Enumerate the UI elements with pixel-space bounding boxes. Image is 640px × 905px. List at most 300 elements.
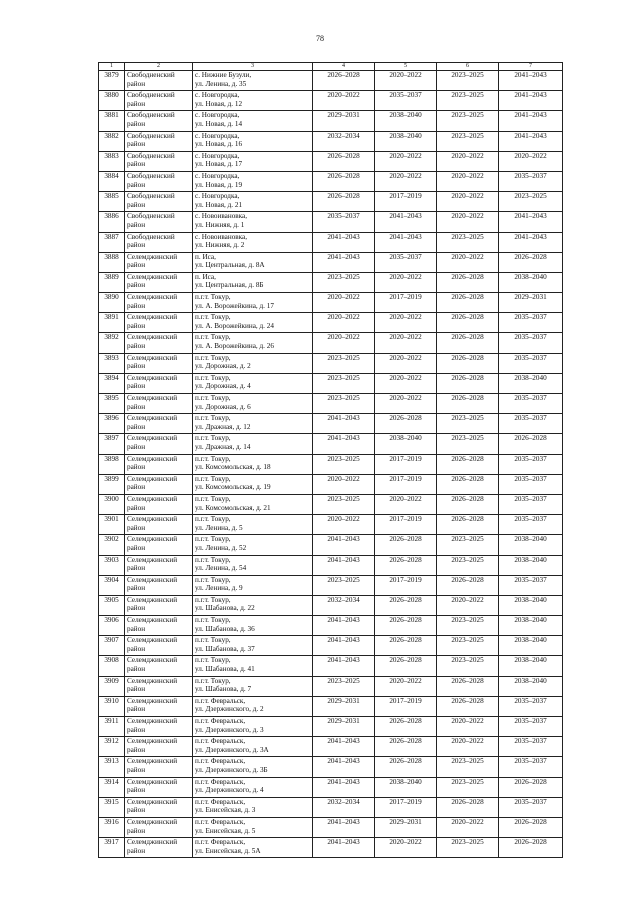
period-col4: 2020–2022	[313, 293, 375, 313]
district-cell	[125, 838, 193, 858]
district-name: Селемджинский	[127, 333, 178, 342]
table-row	[99, 838, 563, 858]
district-suffix: район	[127, 846, 146, 855]
address-cell	[193, 111, 313, 131]
address-cell	[193, 636, 313, 656]
period-col6: 2026–2028	[437, 575, 499, 595]
row-number: 3907	[99, 636, 125, 656]
period-col6: 2026–2028	[437, 494, 499, 514]
table-row	[99, 232, 563, 252]
district-cell	[125, 313, 193, 333]
row-number: 3893	[99, 353, 125, 373]
period-col7: 2041–2043	[499, 111, 563, 131]
period-col5: 2029–2031	[375, 817, 437, 837]
period-col4: 2041–2043	[313, 616, 375, 636]
district-suffix: район	[127, 281, 146, 290]
settlement: п.г.т. Февральск,	[195, 777, 246, 786]
row-number: 3906	[99, 616, 125, 636]
row-number: 3895	[99, 394, 125, 414]
period-col5: 2017–2019	[375, 293, 437, 313]
district-suffix: район	[127, 342, 146, 351]
street-address: ул. Центральная, д. 8А	[195, 261, 265, 270]
row-number: 3891	[99, 313, 125, 333]
table-row	[99, 394, 563, 414]
period-col6: 2026–2028	[437, 333, 499, 353]
district-suffix: район	[127, 442, 146, 451]
period-col4: 2023–2025	[313, 272, 375, 292]
district-name: Селемджинский	[127, 353, 178, 362]
settlement: п.г.т. Токур,	[195, 434, 231, 443]
district-suffix: район	[127, 200, 146, 209]
address-cell	[193, 656, 313, 676]
district-cell	[125, 757, 193, 777]
settlement: п.г.т. Февральск,	[195, 737, 246, 746]
settlement: с. Новгородка,	[195, 151, 240, 160]
period-col6: 2023–2025	[437, 414, 499, 434]
street-address: ул. Новая, д. 14	[195, 119, 243, 128]
district-name: Селемджинский	[127, 454, 178, 463]
period-col6: 2020–2022	[437, 252, 499, 272]
table-row	[99, 454, 563, 474]
period-col5: 2026–2028	[375, 636, 437, 656]
page-number: 78	[316, 34, 324, 43]
district-suffix: район	[127, 220, 146, 229]
row-number: 3901	[99, 515, 125, 535]
period-col5: 2041–2043	[375, 212, 437, 232]
table-row	[99, 252, 563, 272]
period-col6: 2023–2025	[437, 777, 499, 797]
district-suffix: район	[127, 745, 146, 754]
district-suffix: район	[127, 826, 146, 835]
period-col7: 2035–2037	[499, 454, 563, 474]
row-number: 3897	[99, 434, 125, 454]
district-name: Селемджинский	[127, 616, 178, 625]
column-header: 1	[99, 63, 125, 71]
address-cell	[193, 757, 313, 777]
period-col4: 2020–2022	[313, 91, 375, 111]
period-col4: 2041–2043	[313, 434, 375, 454]
district-name: Селемджинский	[127, 737, 178, 746]
street-address: ул. Новая, д. 19	[195, 180, 243, 189]
period-col7: 2035–2037	[499, 171, 563, 191]
street-address: ул. Комсомольская, д. 18	[195, 463, 271, 472]
row-number: 3889	[99, 272, 125, 292]
district-suffix: район	[127, 503, 146, 512]
period-col7: 2035–2037	[499, 414, 563, 434]
address-cell	[193, 313, 313, 333]
district-cell	[125, 252, 193, 272]
district-name: Селемджинский	[127, 595, 178, 604]
settlement: п. Иса,	[195, 252, 216, 261]
district-name: Свободненский	[127, 131, 175, 140]
period-col7: 2020–2022	[499, 151, 563, 171]
period-col7: 2035–2037	[499, 515, 563, 535]
settlement: п.г.т. Токур,	[195, 333, 231, 342]
column-number-row	[99, 63, 563, 71]
table-row	[99, 131, 563, 151]
street-address: ул. Шабанова, д. 36	[195, 624, 255, 633]
period-col5: 2020–2022	[375, 313, 437, 333]
settlement: п.г.т. Февральск,	[195, 797, 246, 806]
address-cell	[193, 232, 313, 252]
table-row	[99, 494, 563, 514]
period-col5: 2020–2022	[375, 71, 437, 91]
period-col4: 2041–2043	[313, 555, 375, 575]
district-suffix: район	[127, 523, 146, 532]
district-suffix: район	[127, 584, 146, 593]
period-col7: 2035–2037	[499, 757, 563, 777]
row-number: 3905	[99, 595, 125, 615]
settlement: п.г.т. Токур,	[195, 676, 231, 685]
period-col6: 2023–2025	[437, 616, 499, 636]
street-address: ул. А. Ворожейкина, д. 17	[195, 301, 274, 310]
period-col5: 2020–2022	[375, 353, 437, 373]
period-col6: 2020–2022	[437, 717, 499, 737]
period-col5: 2020–2022	[375, 838, 437, 858]
district-cell	[125, 71, 193, 91]
period-col7: 2038–2040	[499, 636, 563, 656]
address-cell	[193, 131, 313, 151]
period-col6: 2023–2025	[437, 838, 499, 858]
district-name: Селемджинский	[127, 494, 178, 503]
district-suffix: район	[127, 483, 146, 492]
address-cell	[193, 394, 313, 414]
address-cell	[193, 535, 313, 555]
period-col6: 2020–2022	[437, 151, 499, 171]
district-suffix: район	[127, 665, 146, 674]
settlement: п.г.т. Токур,	[195, 494, 231, 503]
district-cell	[125, 616, 193, 636]
period-col7: 2026–2028	[499, 817, 563, 837]
district-name: Селемджинский	[127, 696, 178, 705]
period-col5: 2026–2028	[375, 717, 437, 737]
district-name: Свободненский	[127, 71, 175, 79]
address-cell	[193, 91, 313, 111]
period-col6: 2026–2028	[437, 515, 499, 535]
address-cell	[193, 192, 313, 212]
street-address: ул. Шабанова, д. 41	[195, 665, 255, 674]
period-col6: 2020–2022	[437, 817, 499, 837]
period-col4: 2020–2022	[313, 515, 375, 535]
period-col6: 2026–2028	[437, 293, 499, 313]
address-cell	[193, 676, 313, 696]
table-row	[99, 474, 563, 494]
row-number: 3913	[99, 757, 125, 777]
settlement: п.г.т. Токур,	[195, 555, 231, 564]
settlement: п.г.т. Токур,	[195, 636, 231, 645]
district-name: Селемджинский	[127, 272, 178, 281]
period-col5: 2041–2043	[375, 232, 437, 252]
district-cell	[125, 131, 193, 151]
row-number: 3910	[99, 696, 125, 716]
period-col4: 2041–2043	[313, 777, 375, 797]
settlement: п.г.т. Февральск,	[195, 838, 246, 847]
district-suffix: район	[127, 140, 146, 149]
period-col4: 2041–2043	[313, 252, 375, 272]
column-header: 2	[125, 63, 193, 71]
district-name: Селемджинский	[127, 555, 178, 564]
district-suffix: район	[127, 786, 146, 795]
row-number: 3916	[99, 817, 125, 837]
street-address: ул. Ленина, д. 35	[195, 79, 247, 88]
period-col7: 2038–2040	[499, 656, 563, 676]
period-col7: 2035–2037	[499, 797, 563, 817]
table-row	[99, 111, 563, 131]
address-cell	[193, 838, 313, 858]
period-col5: 2026–2028	[375, 595, 437, 615]
district-cell	[125, 91, 193, 111]
period-col7: 2026–2028	[499, 777, 563, 797]
street-address: ул. Новая, д. 17	[195, 160, 243, 169]
period-col5: 2020–2022	[375, 333, 437, 353]
address-cell	[193, 171, 313, 191]
street-address: ул. Дзержинского, д. 3	[195, 725, 264, 734]
period-col5: 2038–2040	[375, 131, 437, 151]
street-address: ул. Ленина, д. 52	[195, 543, 247, 552]
table-row	[99, 555, 563, 575]
address-cell	[193, 272, 313, 292]
district-cell	[125, 353, 193, 373]
column-header: 5	[375, 63, 437, 71]
district-suffix: район	[127, 705, 146, 714]
district-name: Селемджинский	[127, 676, 178, 685]
period-col4: 2032–2034	[313, 595, 375, 615]
street-address: ул. Центральная, д. 8Б	[195, 281, 264, 290]
period-col6: 2026–2028	[437, 797, 499, 817]
settlement: п.г.т. Февральск,	[195, 757, 246, 766]
district-name: Селемджинский	[127, 535, 178, 544]
address-cell	[193, 454, 313, 474]
district-cell	[125, 676, 193, 696]
period-col4: 2041–2043	[313, 414, 375, 434]
street-address: ул. Нижняя, д. 2	[195, 241, 245, 250]
district-name: Селемджинский	[127, 373, 178, 382]
table-row	[99, 797, 563, 817]
district-name: Селемджинский	[127, 757, 178, 766]
district-suffix: район	[127, 301, 146, 310]
district-name: Селемджинский	[127, 414, 178, 423]
period-col6: 2026–2028	[437, 454, 499, 474]
row-number: 3885	[99, 192, 125, 212]
district-name: Свободненский	[127, 151, 175, 160]
street-address: ул. Комсомольская, д. 21	[195, 503, 271, 512]
table-row	[99, 575, 563, 595]
settlement: п.г.т. Токур,	[195, 515, 231, 524]
settlement: п.г.т. Токур,	[195, 535, 231, 544]
period-col7: 2038–2040	[499, 535, 563, 555]
column-header: 3	[193, 63, 313, 71]
period-col4: 2041–2043	[313, 232, 375, 252]
district-name: Селемджинский	[127, 515, 178, 524]
period-col5: 2020–2022	[375, 676, 437, 696]
period-col7: 2035–2037	[499, 575, 563, 595]
street-address: ул. Енисейская, д. 5А	[195, 846, 261, 855]
period-col4: 2023–2025	[313, 394, 375, 414]
row-number: 3884	[99, 171, 125, 191]
period-col5: 2035–2037	[375, 252, 437, 272]
district-cell	[125, 696, 193, 716]
period-col4: 2026–2028	[313, 151, 375, 171]
district-suffix: район	[127, 765, 146, 774]
address-cell	[193, 817, 313, 837]
period-col6: 2023–2025	[437, 636, 499, 656]
district-suffix: район	[127, 382, 146, 391]
settlement: п.г.т. Токур,	[195, 616, 231, 625]
row-number: 3880	[99, 91, 125, 111]
period-col6: 2026–2028	[437, 394, 499, 414]
address-cell	[193, 333, 313, 353]
district-suffix: район	[127, 604, 146, 613]
table-row	[99, 535, 563, 555]
district-suffix: район	[127, 99, 146, 108]
address-cell	[193, 434, 313, 454]
district-suffix: район	[127, 543, 146, 552]
street-address: ул. Дорожная, д. 4	[195, 382, 251, 391]
district-cell	[125, 494, 193, 514]
district-name: Селемджинский	[127, 838, 178, 847]
district-name: Свободненский	[127, 171, 175, 180]
table-row	[99, 333, 563, 353]
settlement: с. Нижние Бузули,	[195, 71, 252, 79]
table-row	[99, 595, 563, 615]
period-col4: 2041–2043	[313, 535, 375, 555]
district-suffix: район	[127, 624, 146, 633]
district-cell	[125, 212, 193, 232]
settlement: с. Новгородка,	[195, 111, 240, 120]
settlement: п.г.т. Токур,	[195, 373, 231, 382]
period-col5: 2026–2028	[375, 414, 437, 434]
district-name: Селемджинский	[127, 636, 178, 645]
address-cell	[193, 293, 313, 313]
period-col6: 2023–2025	[437, 535, 499, 555]
period-col7: 2035–2037	[499, 394, 563, 414]
period-col5: 2026–2028	[375, 757, 437, 777]
table-row	[99, 91, 563, 111]
address-cell	[193, 737, 313, 757]
street-address: ул. Новая, д. 16	[195, 140, 243, 149]
row-number: 3899	[99, 474, 125, 494]
district-cell	[125, 535, 193, 555]
street-address: ул. А. Ворожейкина, д. 26	[195, 342, 274, 351]
district-cell	[125, 797, 193, 817]
district-name: Свободненский	[127, 232, 175, 241]
settlement: п.г.т. Токур,	[195, 454, 231, 463]
address-cell	[193, 474, 313, 494]
address-cell	[193, 595, 313, 615]
period-col7: 2038–2040	[499, 555, 563, 575]
period-col5: 2038–2040	[375, 777, 437, 797]
period-col7: 2035–2037	[499, 737, 563, 757]
period-col5: 2017–2019	[375, 454, 437, 474]
district-cell	[125, 171, 193, 191]
period-col4: 2020–2022	[313, 474, 375, 494]
street-address: ул. Енисейская, д. 3	[195, 806, 256, 815]
table-row	[99, 636, 563, 656]
street-address: ул. А. Ворожейкина, д. 24	[195, 321, 274, 330]
period-col6: 2026–2028	[437, 474, 499, 494]
period-col7: 2038–2040	[499, 595, 563, 615]
street-address: ул. Ленина, д. 5	[195, 523, 243, 532]
period-col5: 2026–2028	[375, 616, 437, 636]
period-col5: 2017–2019	[375, 575, 437, 595]
period-col5: 2038–2040	[375, 434, 437, 454]
period-col4: 2029–2031	[313, 111, 375, 131]
period-col5: 2017–2019	[375, 696, 437, 716]
period-col7: 2038–2040	[499, 616, 563, 636]
schedule-table	[98, 62, 563, 858]
address-cell	[193, 71, 313, 91]
row-number: 3917	[99, 838, 125, 858]
table-row	[99, 171, 563, 191]
street-address: ул. Комсомольская, д. 19	[195, 483, 271, 492]
street-address: ул. Дражная, д. 12	[195, 422, 251, 431]
district-cell	[125, 394, 193, 414]
settlement: с. Новгородка,	[195, 131, 240, 140]
district-name: Селемджинский	[127, 252, 178, 261]
period-col5: 2017–2019	[375, 192, 437, 212]
address-cell	[193, 252, 313, 272]
district-name: Селемджинский	[127, 474, 178, 483]
period-col6: 2023–2025	[437, 111, 499, 131]
period-col6: 2023–2025	[437, 131, 499, 151]
district-cell	[125, 555, 193, 575]
period-col6: 2026–2028	[437, 313, 499, 333]
street-address: ул. Новая, д. 12	[195, 99, 243, 108]
period-col6: 2023–2025	[437, 434, 499, 454]
street-address: ул. Дзержинского, д. 2	[195, 705, 264, 714]
table-row	[99, 777, 563, 797]
period-col6: 2023–2025	[437, 232, 499, 252]
district-cell	[125, 373, 193, 393]
period-col6: 2023–2025	[437, 757, 499, 777]
district-name: Селемджинский	[127, 313, 178, 322]
settlement: с. Новоивановка,	[195, 212, 248, 221]
district-cell	[125, 414, 193, 434]
period-col7: 2035–2037	[499, 474, 563, 494]
period-col6: 2020–2022	[437, 737, 499, 757]
settlement: п.г.т. Февральск,	[195, 817, 246, 826]
period-col7: 2038–2040	[499, 676, 563, 696]
period-col4: 2020–2022	[313, 333, 375, 353]
period-col6: 2020–2022	[437, 192, 499, 212]
district-suffix: район	[127, 321, 146, 330]
address-cell	[193, 414, 313, 434]
street-address: ул. Дорожная, д. 2	[195, 362, 251, 371]
address-cell	[193, 797, 313, 817]
period-col6: 2023–2025	[437, 555, 499, 575]
row-number: 3908	[99, 656, 125, 676]
address-cell	[193, 616, 313, 636]
table-row	[99, 676, 563, 696]
address-cell	[193, 151, 313, 171]
district-cell	[125, 232, 193, 252]
row-number: 3882	[99, 131, 125, 151]
period-col7: 2023–2025	[499, 192, 563, 212]
settlement: п.г.т. Токур,	[195, 656, 231, 665]
period-col4: 2035–2037	[313, 212, 375, 232]
column-header: 6	[437, 63, 499, 71]
period-col7: 2035–2037	[499, 717, 563, 737]
district-cell	[125, 595, 193, 615]
settlement: с. Новоивановка,	[195, 232, 248, 241]
table-row	[99, 353, 563, 373]
period-col7: 2041–2043	[499, 232, 563, 252]
row-number: 3912	[99, 737, 125, 757]
period-col7: 2035–2037	[499, 333, 563, 353]
district-cell	[125, 474, 193, 494]
period-col4: 2023–2025	[313, 676, 375, 696]
address-cell	[193, 717, 313, 737]
